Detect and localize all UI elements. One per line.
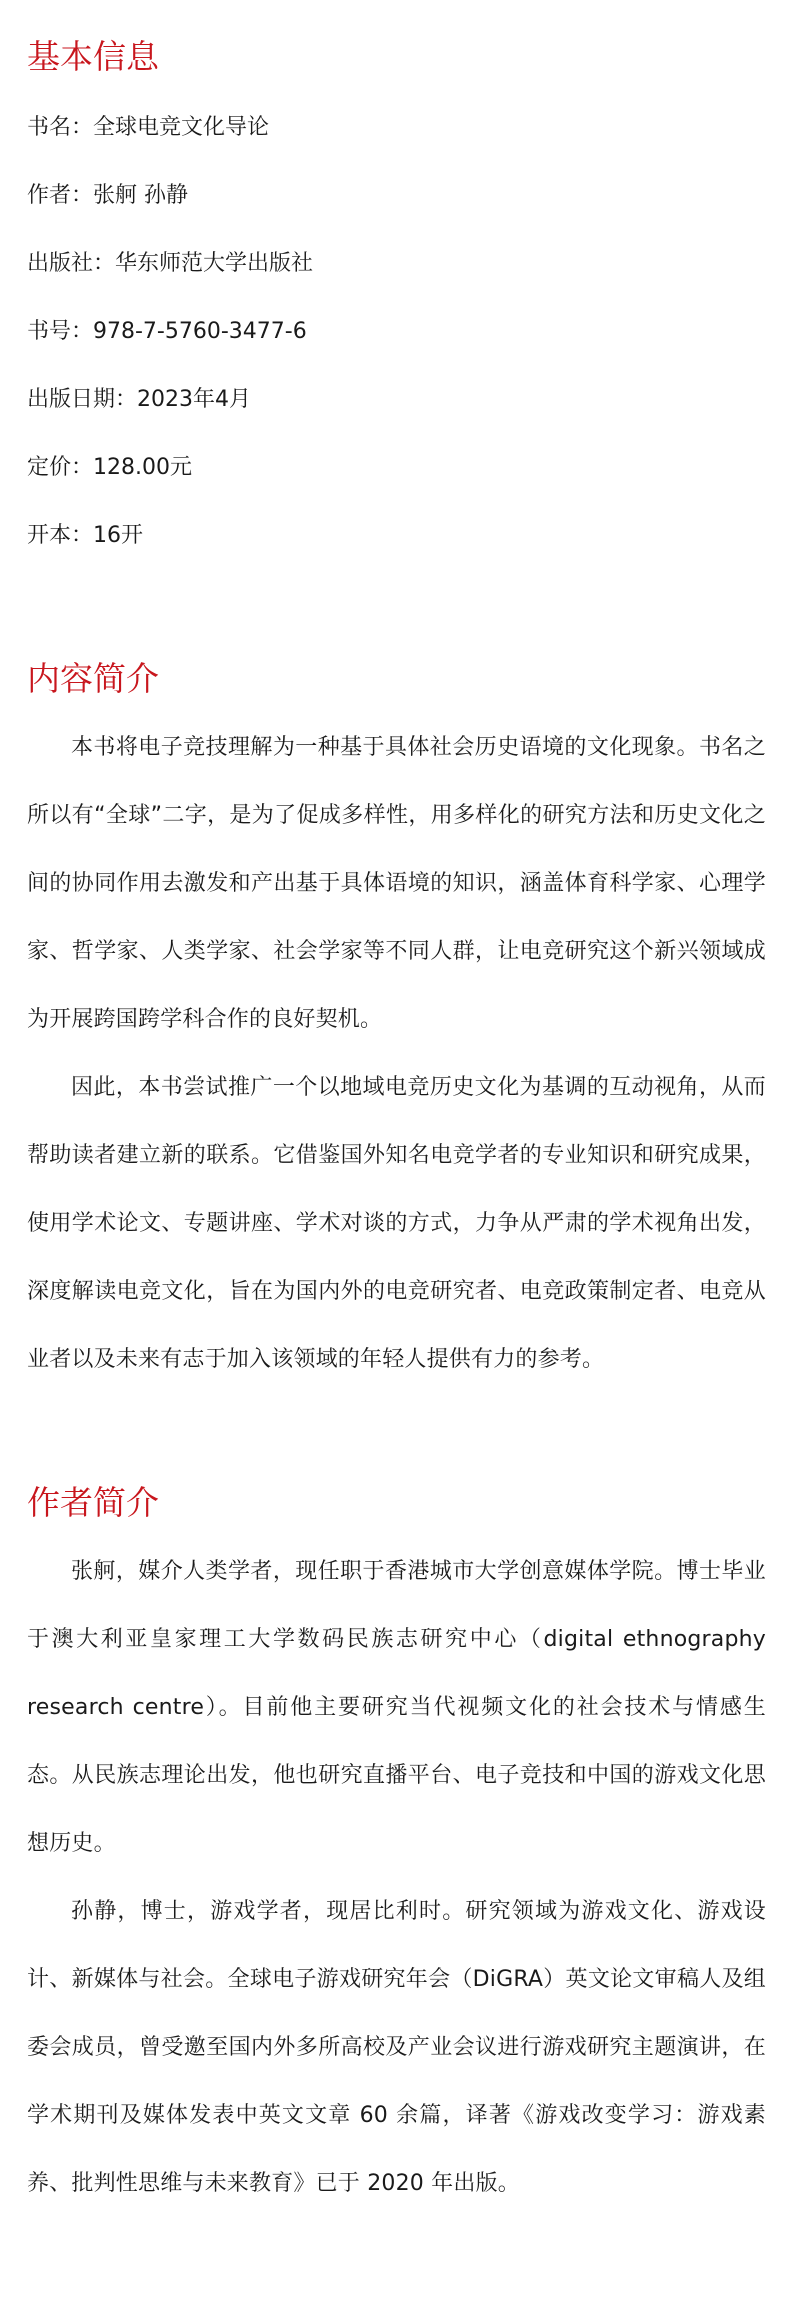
book-title-line: 书名：全球电竞文化导论 — [27, 115, 270, 140]
isbn-line: 书号：978-7-5760-3477-6 — [27, 319, 307, 344]
author-intro-body — [27, 1538, 766, 2218]
section-spacer — [27, 1394, 766, 1480]
author-intro-section — [27, 1480, 766, 2218]
publisher-line: 出版社：华东师范大学出版社 — [27, 251, 314, 276]
basic-info-list — [27, 94, 766, 570]
content-intro-paragraph: 因此，本书尝试推广一个以地域电竞历史文化为基调的互动视角，从而帮助读者建立新的联系。它借鉴国外知名电竞学者的专业知识和研究成果，使用学术论文、专题讲座、学术对谈的方式，力争从严肃的学术视角出发，深度解读电竞文化，旨在为国内外的电竞研究者、电竞政策制定者、电竞从业者以及未来有志于加入该领域的年轻人提供有力的参考。 — [27, 1075, 766, 1372]
section-spacer — [27, 570, 766, 656]
content-intro-heading: 内容简介 — [27, 659, 159, 698]
author-intro-heading: 作者简介 — [27, 1483, 159, 1522]
format-line: 开本：16开 — [27, 523, 143, 548]
content-intro-section — [27, 656, 766, 1394]
publish-date-line: 出版日期：2023年4月 — [27, 387, 251, 412]
content-intro-paragraph: 本书将电子竞技理解为一种基于具体社会历史语境的文化现象。书名之所以有“全球”二字，是为了促成多样性，用多样化的研究方法和历史文化之间的协同作用去激发和产出基于具体语境的知识，涵盖体育科学家、心理学家、哲学家、人类学家、社会学家等不同人群，让电竞研究这个新兴领域成为开展跨国跨学科合作的良好契机。 — [27, 735, 766, 1032]
author-line: 作者：张舸 孙静 — [27, 183, 188, 208]
content-intro-body — [27, 714, 766, 1394]
author-bio-paragraph: 张舸，媒介人类学者，现任职于香港城市大学创意媒体学院。博士毕业于澳大利亚皇家理工大学数码民族志研究中心（digital ethnography research centre）。目前他主要研究当代视频文化的社会技术与情感生态。从民族志理论出发，他也研究直播平台、电子竞技和中国的游戏文化思想历史。 — [27, 1559, 766, 1856]
author-bio-paragraph: 孙静，博士，游戏学者，现居比利时。研究领域为游戏文化、游戏设计、新媒体与社会。全球电子游戏研究年会（DiGRA）英文论文审稿人及组委会成员，曾受邀至国内外多所高校及产业会议进行游戏研究主题演讲，在学术期刊及媒体发表中英文文章 60 余篇，译著《游戏改变学习：游戏素养、批判性思维与未来教育》已于 2020 年出版。 — [27, 1899, 766, 2196]
basic-info-heading: 基本信息 — [27, 37, 159, 76]
price-line: 定价：128.00元 — [27, 455, 192, 480]
basic-info-section — [27, 34, 766, 570]
